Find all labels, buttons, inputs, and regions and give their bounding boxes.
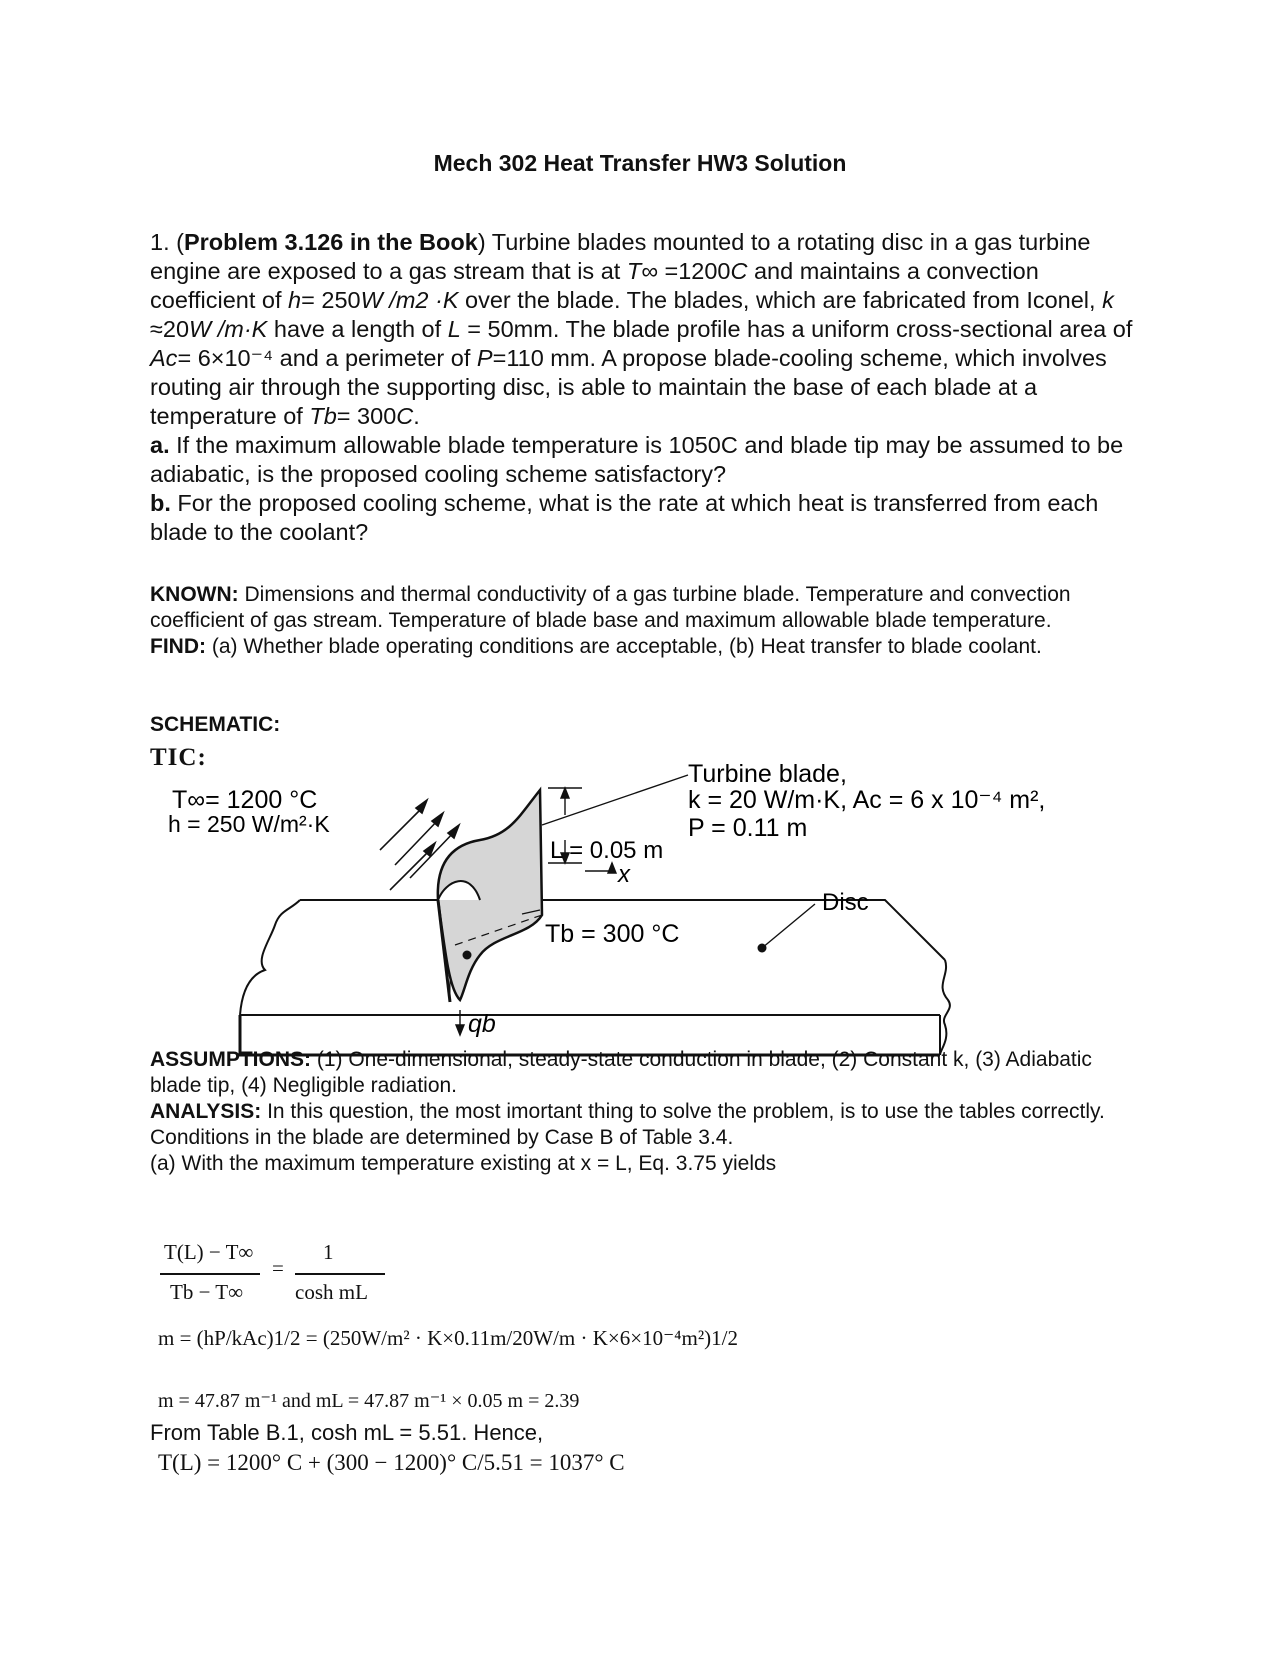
value-h: = 250 (301, 287, 361, 313)
find-text: (a) Whether blade operating conditions are acceptable, (b) Heat transfer to blade coolant. (206, 635, 1042, 658)
value-p: =110 mm. A propose blade-cooling scheme, which involves routing air through the supporting disc, is able to maintain the base of each blade at a temperature of (150, 345, 1107, 429)
fraction-denominator: Tb − T∞ (170, 1280, 244, 1304)
unit-k: W /m·K (189, 316, 268, 342)
analysis-text: In this question, the most imortant thing to solve the problem, is to use the tables correctly. (261, 1100, 1105, 1123)
equation-temperature-ratio (160, 1240, 390, 1310)
analysis-label: ANALYSIS: (150, 1100, 262, 1123)
unit-c: C (396, 403, 414, 429)
symbol-h: h (288, 287, 302, 313)
analysis-line: Conditions in the blade are determined by Case B of Table 3.4. (150, 1126, 734, 1149)
part-a-text: If the maximum allowable blade temperature is 1050C and blade tip may be assumed to be adiabatic, is the proposed cooling scheme satisfactory? (150, 432, 1124, 487)
value-ac: = 6×10⁻⁴ (177, 345, 274, 371)
label-length: L = 0.05 m (550, 837, 664, 864)
schematic-tic-label: TIC: (150, 744, 207, 771)
problem-text: ) Turbine blades mounted to a rotating disc in a gas turbine engine are exposed to a gas stream that is at (150, 229, 1091, 284)
fraction-rhs-denominator: cosh mL (295, 1280, 368, 1304)
equation-m-value: m = 47.87 m⁻¹ and mL = 47.87 m⁻¹ × 0.05 m = 2.39 (158, 1390, 580, 1412)
punctuation: . (413, 403, 420, 429)
problem-text: over the blade. The blades, which are fabricated from Iconel, (458, 287, 1103, 313)
problem-statement (150, 228, 1140, 547)
problem-text: and a perimeter of (273, 345, 477, 371)
problem-number: 1. ( (150, 229, 184, 255)
table-b1-line: From Table B.1, cosh mL = 5.51. Hence, (150, 1420, 544, 1445)
symbol-tb: Tb (309, 403, 337, 429)
label-gas-h: h = 250 W/m²·K (168, 811, 330, 837)
symbol-ac: Ac (150, 345, 178, 371)
symbol-t-inf: T∞ (626, 258, 658, 284)
symbol-k: k (1102, 287, 1114, 313)
label-blade-title: Turbine blade, (688, 760, 847, 788)
label-x: x (618, 861, 630, 888)
problem-text: and maintains a convection coefficient of (150, 258, 1039, 313)
label-qb: qb (468, 1010, 496, 1038)
symbol-l: L (447, 316, 461, 342)
fraction-numerator: T(L) − T∞ (164, 1240, 254, 1264)
problem-reference: Problem 3.126 in the Book (183, 229, 478, 255)
label-disc: Disc (822, 889, 869, 916)
page-title: Mech 302 Heat Transfer HW3 Solution (433, 150, 847, 176)
fraction-bar (160, 1273, 260, 1275)
label-gas-temperature: T∞= 1200 °C (172, 786, 318, 814)
value-k: ≈20 (150, 316, 190, 342)
analysis-line: (a) With the maximum temperature existing at x = L, Eq. 3.75 yields (150, 1152, 777, 1175)
known-label: KNOWN: (150, 583, 239, 606)
label-base-temperature: Tb = 300 °C (545, 920, 680, 948)
known-find-block (150, 582, 1140, 660)
label-blade-p: P = 0.11 m (688, 814, 808, 842)
assumptions-label: ASSUMPTIONS: (150, 1048, 312, 1071)
unit-c: C (730, 258, 748, 284)
known-text: Dimensions and thermal conductivity of a gas turbine blade. Temperature and convection coefficient of gas stream. Temperature of blade base and maximum allowable blade temperature. (150, 583, 1071, 632)
schematic-diagram (150, 760, 1140, 1060)
qb-arrow (456, 1010, 464, 1035)
equation-m: m = (hP/kAc)1/2 = (250W/m² · K×0.11m/20W/m · K×6×10⁻⁴m²)1/2 (158, 1326, 738, 1350)
assumptions-text: (1) One-dimensional, steady-state conduction in blade, (2) Constant k, (3) Adiabatic blade tip, (4) Negligible radiation. (150, 1048, 1092, 1097)
unit-h: W /m2 ·K (360, 287, 459, 313)
equation-tip-temperature: T(L) = 1200° C + (300 − 1200)° C/5.51 = 1037° C (158, 1450, 625, 1475)
part-b-text: For the proposed cooling scheme, what is the rate at which heat is transferred from each blade to the coolant? (150, 490, 1099, 545)
fraction-bar (295, 1273, 385, 1275)
part-b-label: b. (150, 490, 171, 516)
fraction-rhs-numerator: 1 (323, 1240, 334, 1264)
symbol-p: P (476, 345, 493, 371)
find-label: FIND: (150, 635, 206, 658)
schematic-heading: SCHEMATIC: (150, 713, 281, 736)
value-t-inf: =1200 (657, 258, 731, 284)
value-l: = 50mm. The blade profile has a uniform cross-sectional area of (460, 316, 1133, 342)
part-a-label: a. (150, 432, 170, 458)
label-blade-props: k = 20 W/m·K, Ac = 6 x 10⁻⁴ m², (688, 786, 1046, 814)
assumptions-analysis-block (150, 1047, 1140, 1177)
fraction-equals: = (272, 1256, 284, 1280)
value-tb: = 300 (336, 403, 397, 429)
problem-text: have a length of (267, 316, 448, 342)
